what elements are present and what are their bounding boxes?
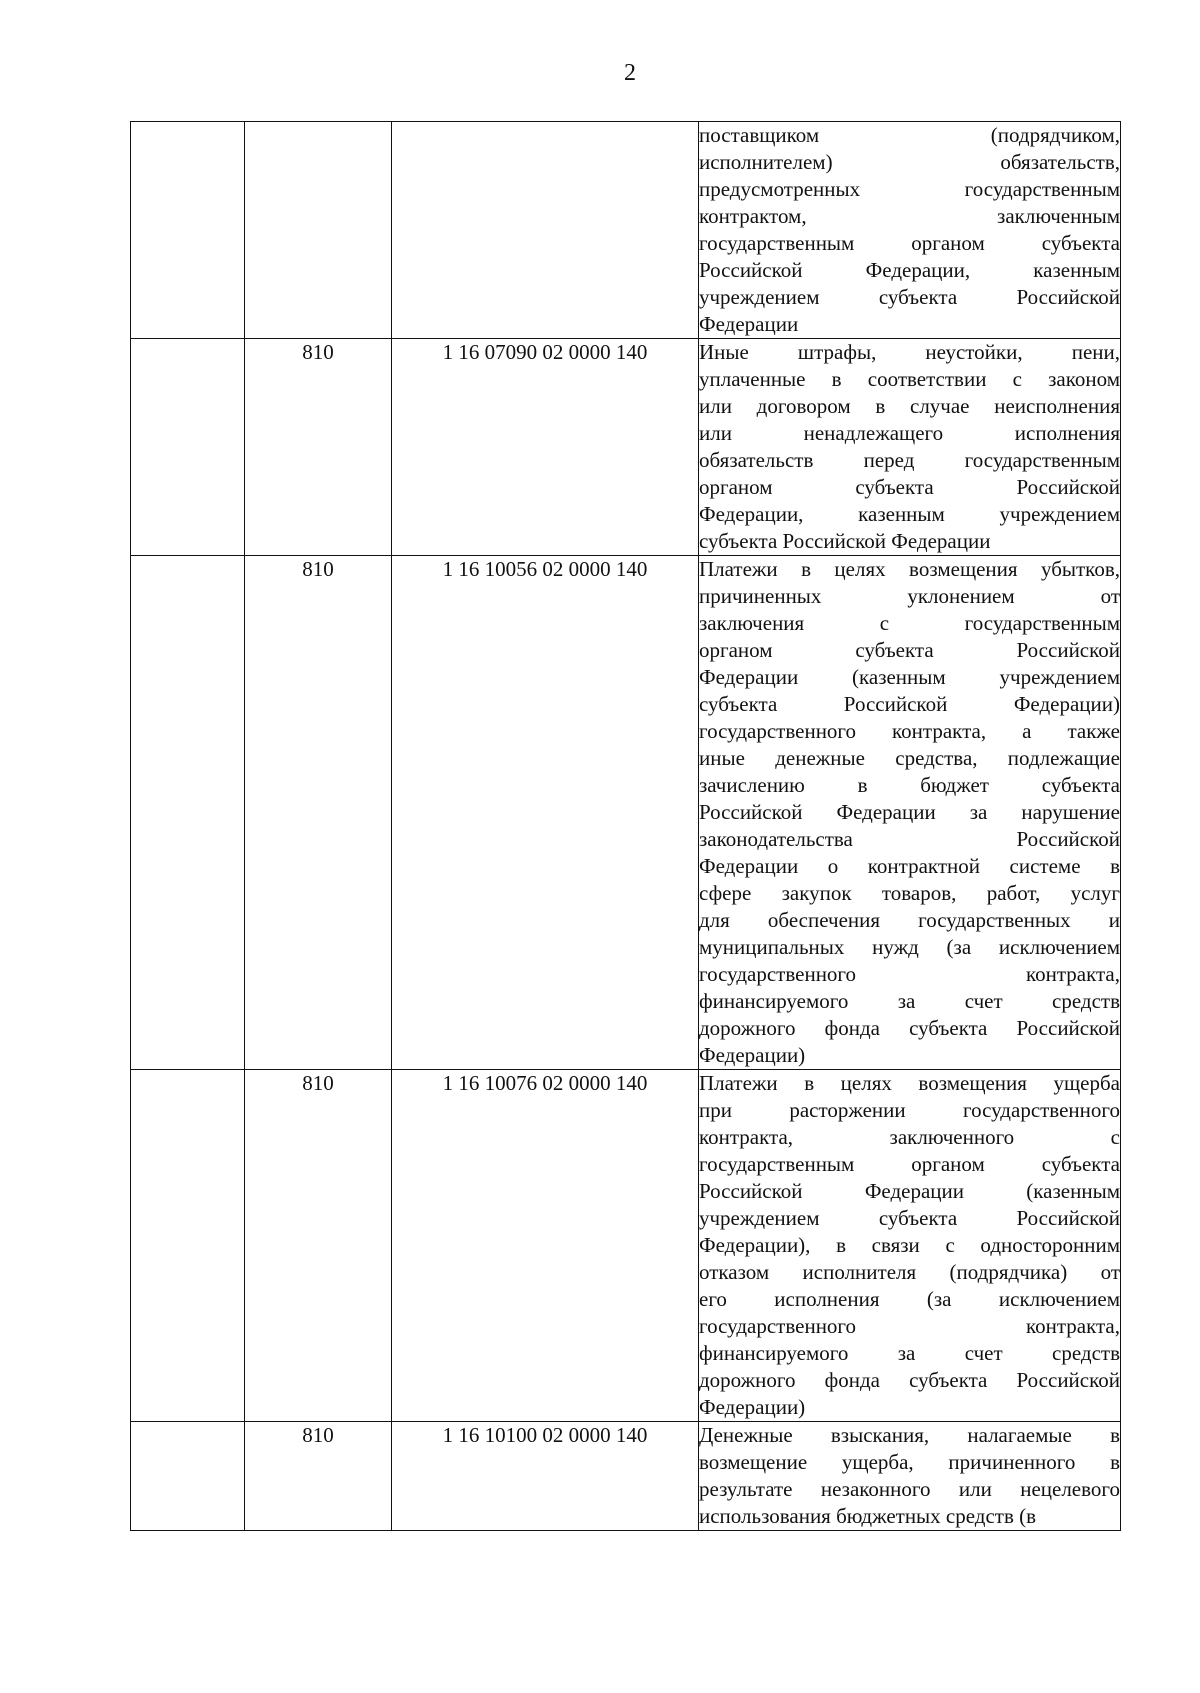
page-number: 2	[624, 60, 636, 86]
table-body	[131, 122, 1121, 1531]
description-cell	[699, 1070, 1121, 1422]
table-row	[131, 556, 1121, 1070]
description-line: органом субъекта Российской	[699, 638, 1120, 662]
description-line: Федерации о контрактной системе в	[699, 854, 1120, 878]
table-row	[131, 1070, 1121, 1422]
description-cell	[699, 556, 1121, 1070]
table-row	[131, 1422, 1121, 1531]
description-line: отказом исполнителя (подрядчика) от	[699, 1260, 1120, 1284]
admin-code-cell	[245, 122, 392, 339]
empty-first-column-cell	[131, 1070, 245, 1422]
description-line: Российской Федерации, казенным	[699, 258, 1120, 282]
description-line: иные денежные средства, подлежащие	[699, 746, 1120, 770]
description-line: результате незаконного или нецелевого	[699, 1477, 1120, 1501]
description-line: финансируемого за счет средств	[699, 989, 1120, 1013]
description-line: уплаченные в соответствии с законом	[699, 367, 1120, 391]
description-line: поставщиком (подрядчиком,	[699, 123, 1120, 147]
table-row	[131, 339, 1121, 556]
description-line: законодательства Российской	[699, 827, 1120, 851]
kbk-code-cell: 1 16 07090 02 0000 140	[392, 339, 699, 556]
description-line: государственным органом субъекта	[699, 231, 1120, 255]
description-line: субъекта Российской Федерации)	[699, 692, 1120, 716]
description-line: муниципальных нужд (за исключением	[699, 935, 1120, 959]
description-line: финансируемого за счет средств	[699, 1341, 1120, 1365]
description-line: Федерации), в связи с односторонним	[699, 1233, 1120, 1257]
description-line: обязательств перед государственным	[699, 448, 1120, 472]
admin-code-cell: 810	[245, 556, 392, 1070]
admin-code-cell: 810	[245, 339, 392, 556]
description-line: причиненных уклонением от	[699, 584, 1120, 608]
description-line: для обеспечения государственных и	[699, 908, 1120, 932]
description-line: или ненадлежащего исполнения	[699, 421, 1120, 445]
description-line: государственного контракта,	[699, 962, 1120, 986]
empty-first-column-cell	[131, 1422, 245, 1531]
description-line: зачислению в бюджет субъекта	[699, 773, 1120, 797]
kbk-code-cell	[392, 122, 699, 339]
description-line: или договором в случае неисполнения	[699, 394, 1120, 418]
description-line: учреждением субъекта Российской	[699, 1206, 1120, 1230]
description-line: контрактом, заключенным	[699, 204, 1120, 228]
description-line: органом субъекта Российской	[699, 475, 1120, 499]
description-line: Платежи в целях возмещения убытков,	[699, 557, 1120, 581]
table-row	[131, 122, 1121, 339]
description-line: Федерации	[699, 312, 799, 336]
empty-first-column-cell	[131, 556, 245, 1070]
description-cell	[699, 122, 1121, 339]
description-line: субъекта Российской Федерации	[699, 529, 991, 553]
description-cell	[699, 1422, 1121, 1531]
description-line: Российской Федерации (казенным	[699, 1179, 1120, 1203]
description-line: государственного контракта,	[699, 1314, 1120, 1338]
description-line: предусмотренных государственным	[699, 177, 1120, 201]
admin-code-cell: 810	[245, 1422, 392, 1531]
admin-code-cell: 810	[245, 1070, 392, 1422]
kbk-code-cell: 1 16 10056 02 0000 140	[392, 556, 699, 1070]
description-line: заключения с государственным	[699, 611, 1120, 635]
description-line: государственным органом субъекта	[699, 1152, 1120, 1176]
empty-first-column-cell	[131, 339, 245, 556]
description-line: дорожного фонда субъекта Российской	[699, 1368, 1120, 1392]
description-line: его исполнения (за исключением	[699, 1287, 1120, 1311]
description-line: Платежи в целях возмещения ущерба	[699, 1071, 1120, 1095]
description-line: Российской Федерации за нарушение	[699, 800, 1120, 824]
description-line: Денежные взыскания, налагаемые в	[699, 1423, 1120, 1447]
description-line: сфере закупок товаров, работ, услуг	[699, 881, 1120, 905]
description-line: контракта, заключенного с	[699, 1125, 1120, 1149]
description-line: учреждением субъекта Российской	[699, 285, 1120, 309]
description-line: Иные штрафы, неустойки, пени,	[699, 340, 1120, 364]
description-line: исполнителем) обязательств,	[699, 150, 1120, 174]
empty-first-column-cell	[131, 122, 245, 339]
budget-codes-table	[130, 121, 1121, 1531]
description-cell	[699, 339, 1121, 556]
description-line: Федерации)	[699, 1395, 806, 1419]
description-line: государственного контракта, а также	[699, 719, 1120, 743]
description-line: возмещение ущерба, причиненного в	[699, 1450, 1120, 1474]
description-line: Федерации)	[699, 1043, 806, 1067]
description-line: при расторжении государственного	[699, 1098, 1120, 1122]
description-line: использования бюджетных средств (в	[699, 1504, 1037, 1528]
kbk-code-cell: 1 16 10076 02 0000 140	[392, 1070, 699, 1422]
description-line: Федерации, казенным учреждением	[699, 502, 1120, 526]
kbk-code-cell: 1 16 10100 02 0000 140	[392, 1422, 699, 1531]
description-line: дорожного фонда субъекта Российской	[699, 1016, 1120, 1040]
description-line: Федерации (казенным учреждением	[699, 665, 1120, 689]
